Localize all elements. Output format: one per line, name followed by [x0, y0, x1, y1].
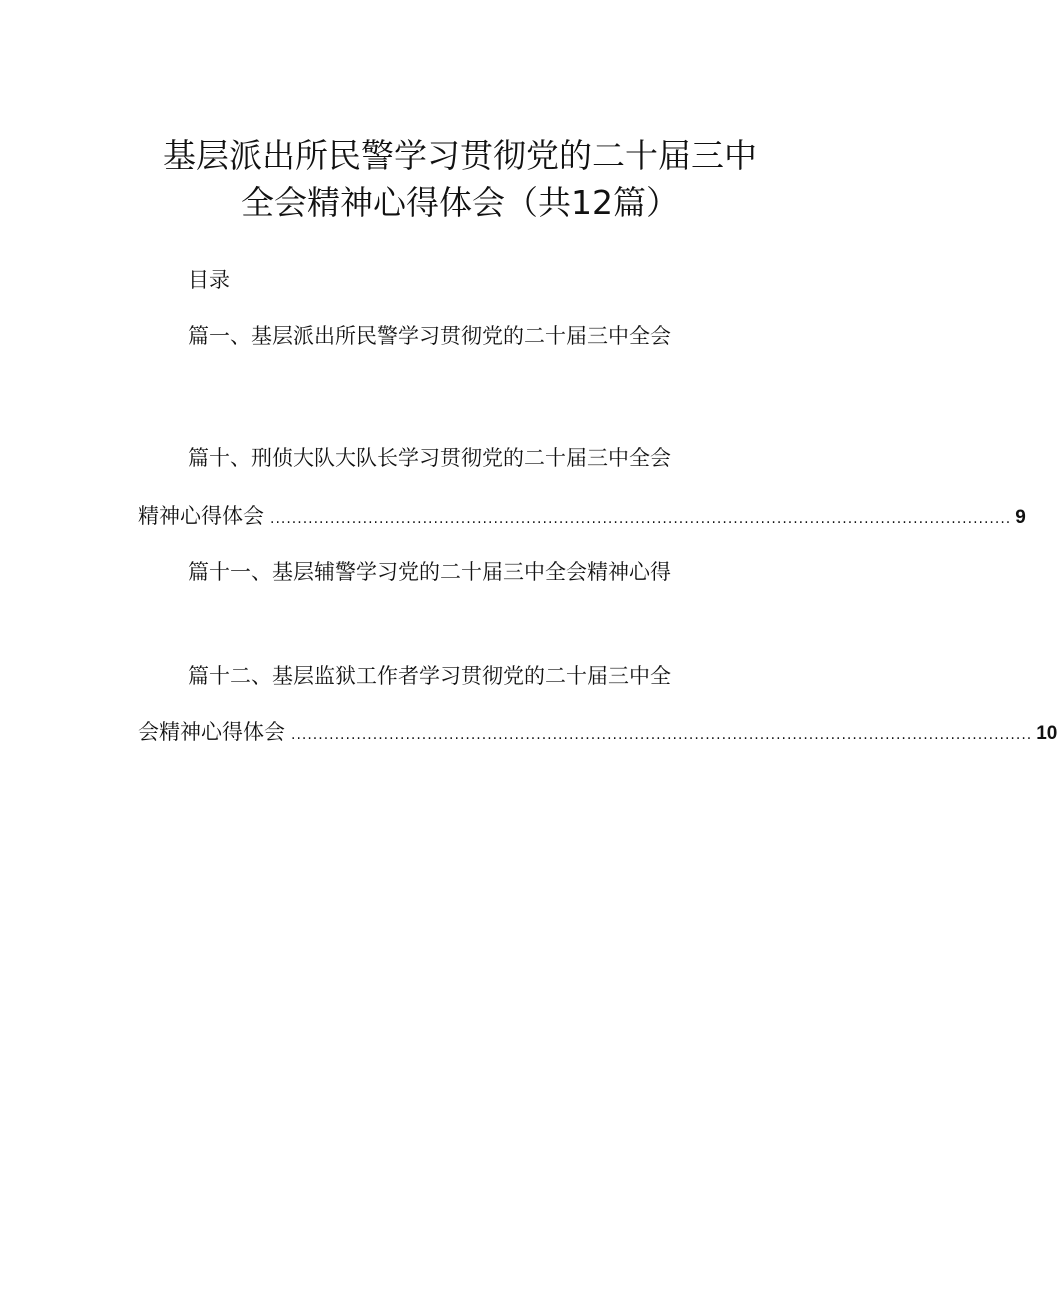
- toc-heading: 目录: [188, 268, 230, 292]
- toc-entry-2-page-number: 9: [1015, 507, 1026, 528]
- toc-entry-3[interactable]: 篇十一、基层辅警学习党的二十届三中全会精神心得: [188, 560, 671, 584]
- document-title-line-2: 全会精神心得体会（共12篇）: [241, 183, 679, 222]
- toc-entry-4-page-number: 10: [1036, 723, 1057, 744]
- toc-dot-leader: ........................................................................................................................................: [270, 511, 1012, 527]
- toc-entry-4[interactable]: 篇十二、基层监狱工作者学习贯彻党的二十届三中全: [188, 664, 671, 688]
- toc-entry-4-line-2: 会精神心得体会: [138, 720, 285, 744]
- toc-entry-1[interactable]: 篇一、基层派出所民警学习贯彻党的二十届三中全会: [188, 324, 671, 348]
- toc-entry-2-line-2: 精神心得体会: [138, 504, 264, 528]
- toc-entry-2-continuation[interactable]: [138, 501, 1026, 534]
- document-title-line-1: 基层派出所民警学习贯彻党的二十届三中: [163, 136, 757, 175]
- toc-dot-leader: ........................................................................................................................................: [291, 727, 1033, 743]
- toc-entry-2[interactable]: 篇十、刑侦大队大队长学习贯彻党的二十届三中全会: [188, 446, 671, 470]
- toc-entry-4-continuation[interactable]: [138, 717, 1057, 750]
